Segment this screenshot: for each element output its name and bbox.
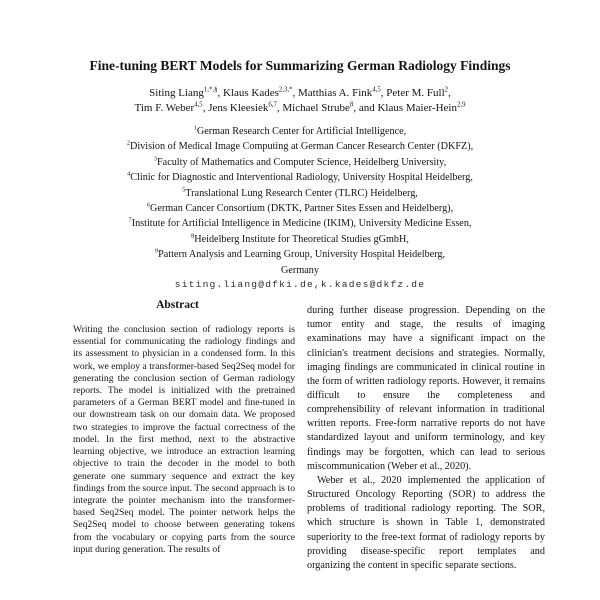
author-emails: siting.liang@dfki.de,k.kades@dkfz.de [174,279,426,291]
affiliation-block [0,124,600,278]
right-column [307,299,545,573]
affiliation-line: $^2$Division of Medical Image Computing at German Cancer Research Center (DKFZ), [126,140,474,153]
intro-paragraph-2: Weber et al., 2020 implemented the application of Structured Oncology Reporting (SOR) to address the problems of traditional radiology reporting. The SOR, which structure is shown in Table 1, demonstrated superiority to the free-text format of radiology reports by providing disease-specific report templates and organizing the content in specific separate sections. [307,474,545,571]
affiliation-line: $^3$Faculty of Mathematics and Computer Science, Heidelberg University, [153,155,447,168]
abstract-text: Writing the conclusion section of radiology reports is essential for communicating the radiology findings and its assessment to physician in a condensed form. In this work, we employ a transformer-based Seq2Seq model for generating the conclusion section of German radiology reports. The model is initialized with the pretrained parameters of a German BERT model and fine-tuned in our downstream task on our domain data. We proposed two strategies to improve the factual correctness of the model. In the first method, next to the abstractive learning objective, we introduce an extraction learning objective to train the decoder in the model to both generate one summary sequence and extract the key findings from the source input. The second approach is to integrate the pointer mechanism into the transformer-based Seq2Seq model. The pointer network helps the Seq2Seq model to choose between generating tokens from the vocabulary or copying parts from the source input during generation. The results of [73,324,295,555]
affiliation-line: $^6$German Cancer Consortium (DKTK, Partner Sites Essen and Heidelberg), [146,201,454,215]
author-line-2: Tim F. Weber$^{4,5}$, Jens Kleesiek$^{6,7}$, Michael Strube$^8$, and Klaus Maier-Hein$^{2,9}$ [134,101,466,114]
affiliation-line: $^8$Heidelberg Institute for Theoretical Studies gGmbH, [191,232,409,245]
affiliation-line: Germany [281,264,319,276]
page-title: Fine-tuning BERT Models for Summarizing German Radiology Findings [89,58,511,73]
affiliation-line: $^9$Pattern Analysis and Learning Group, University Hospital Heidelberg, [154,247,446,261]
abstract-heading: Abstract [156,299,199,312]
affiliation-line: $^5$Translational Lung Research Center (TLRC) Heidelberg, [182,186,418,199]
intro-paragraph-1: during further disease progression. Depending on the tumor entity and stage, the results of imaging examinations may have a significant impact on the clinician's treatment decisions and strategies. Normally, imaging findings are communicated in clinical routine in the form of written radiology reports. However, it remains difficult to ensure the completeness and comprehensibility of relevant information in traditional written reports. Free-form narrative reports do not have standardized layout and uniform terminology, and key findings may be forgotten, which can lead to serious miscommunication (Weber et al., 2020). [307,305,545,472]
two-column-body [0,299,600,573]
left-column [60,299,295,556]
author-block [0,86,600,116]
author-line-1: Siting Liang$^{1,*,\S}$, Klaus Kades$^{2,3,*}$, Matthias A. Fink$^{4,5}$, Peter M. Full$^2$, [149,86,451,99]
affiliation-line: $^1$German Research Center for Artificial Intelligence, [193,124,407,137]
affiliation-line: $^7$Institute for Artificial Intelligence in Medicine (IKIM), University Medicine Essen, [128,217,472,230]
affiliation-line: $^4$Clinic for Diagnostic and Interventional Radiology, University Hospital Heidelberg, [127,170,473,184]
